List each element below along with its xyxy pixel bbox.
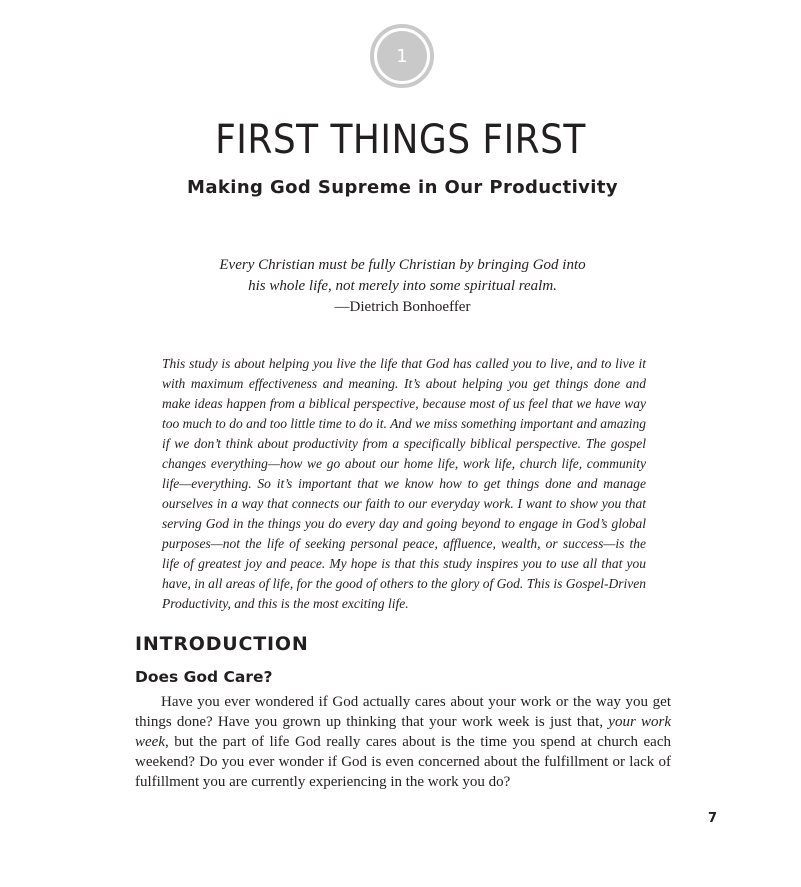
- chapter-number-badge: [370, 24, 434, 88]
- chapter-title: FIRST THINGS FIRST: [215, 117, 586, 163]
- epigraph: [150, 255, 655, 318]
- epigraph-line-2: his whole life, not merely into some spiritual realm.: [248, 277, 557, 294]
- subsection-heading: Does God Care?: [135, 668, 273, 686]
- chapter-subtitle: Making God Supreme in Our Productivity: [187, 177, 618, 198]
- epigraph-line-1: Every Christian must be fully Christian by bringing God into: [219, 257, 586, 273]
- epigraph-attribution: —Dietrich Bonhoeffer: [334, 299, 471, 315]
- intro-paragraph: This study is about helping you live the life that God has called you to live, and to live it with maximum effectiveness and meaning. It’s about helping you get things done and make ideas happen from a biblical perspective, because most of us feel that we have way too much to do and too little time to do it. And we miss something important and amazing if we don’t think about productivity from a specifically biblical perspective. The gospel changes everything—how we go about our home life, work life, church life, community life—everything. So it’s important that we know how to get things done and manage ourselves in a way that connects our faith to our everyday work. I want to show you that serving God in the things you do every day and going beyond to engage in God’s global purposes—not the life of seeking personal peace, affluence, wealth, or success—is the life of greatest joy and peace. My hope is that this study inspires you to use all that you have, in all areas of life, for the good of others to the glory of God. This is Gospel-Driven Productivity, and this is the most exciting life.: [162, 356, 646, 611]
- body-text-part-1: Have you ever wondered if God actually cares about your work or the way you get things done? Have you grown up thinking that your work week is just that,: [135, 694, 671, 730]
- page-number: 7: [708, 811, 718, 826]
- epigraph-quote: [150, 255, 655, 296]
- chapter-number: 1: [377, 31, 427, 81]
- body-text-part-2: , but the part of life God really cares about is the time you spend at church each weekend? Do you ever wonder if God is even concerned about the fulfillment or lack of fulfillment you are currently experiencing in the work you do?: [135, 734, 671, 790]
- body-paragraph: [135, 692, 671, 792]
- section-heading: INTRODUCTION: [135, 633, 309, 655]
- body-emphasis: your work week: [135, 714, 671, 750]
